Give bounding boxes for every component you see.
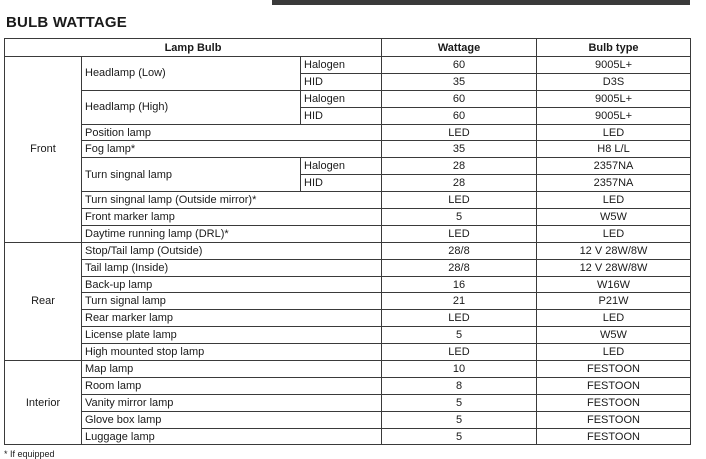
table-row [5, 158, 691, 175]
bulb-type-cell: W5W [537, 209, 691, 226]
lamp-sub-type: Halogen [301, 57, 382, 74]
lamp-sub-type: HID [301, 107, 382, 124]
table-row [5, 276, 691, 293]
table-row [5, 57, 691, 74]
wattage-cell: LED [382, 192, 537, 209]
wattage-cell: 10 [382, 361, 537, 378]
group-front: Front [5, 57, 82, 243]
wattage-cell: 60 [382, 57, 537, 74]
table-row [5, 259, 691, 276]
bulb-type-cell: D3S [537, 73, 691, 90]
bulb-type-cell: FESTOON [537, 377, 691, 394]
wattage-cell: 5 [382, 209, 537, 226]
wattage-cell: 28 [382, 175, 537, 192]
wattage-cell: 28/8 [382, 259, 537, 276]
group-rear: Rear [5, 242, 82, 360]
bulb-type-cell: LED [537, 192, 691, 209]
wattage-cell: 5 [382, 428, 537, 445]
wattage-cell: 5 [382, 394, 537, 411]
table-row [5, 225, 691, 242]
bulb-type-cell: 2357NA [537, 158, 691, 175]
bulb-type-cell: H8 L/L [537, 141, 691, 158]
lamp-name: Glove box lamp [82, 411, 382, 428]
table-row [5, 90, 691, 107]
table-row [5, 209, 691, 226]
table-row [5, 141, 691, 158]
table-row [5, 411, 691, 428]
lamp-sub-type: Halogen [301, 90, 382, 107]
footnote: * If equipped [4, 449, 55, 459]
wattage-cell: LED [382, 344, 537, 361]
lamp-name: Turn signal lamp [82, 293, 382, 310]
bulb-type-cell: P21W [537, 293, 691, 310]
wattage-cell: 5 [382, 327, 537, 344]
bulb-type-cell: FESTOON [537, 394, 691, 411]
wattage-cell: 8 [382, 377, 537, 394]
lamp-name: Tail lamp (Inside) [82, 259, 382, 276]
lamp-name: High mounted stop lamp [82, 344, 382, 361]
lamp-sub-type: HID [301, 175, 382, 192]
wattage-cell: LED [382, 225, 537, 242]
lamp-name: Turn singnal lamp [82, 158, 301, 192]
lamp-name: Turn singnal lamp (Outside mirror)* [82, 192, 382, 209]
table-row [5, 242, 691, 259]
bulb-type-cell: FESTOON [537, 361, 691, 378]
bulb-type-cell: LED [537, 344, 691, 361]
lamp-name: Position lamp [82, 124, 382, 141]
table-row [5, 428, 691, 445]
lamp-name: Headlamp (Low) [82, 57, 301, 91]
table-header-row [5, 39, 691, 57]
wattage-cell: 5 [382, 411, 537, 428]
wattage-cell: LED [382, 124, 537, 141]
lamp-name: Headlamp (High) [82, 90, 301, 124]
bulb-type-cell: 12 V 28W/8W [537, 242, 691, 259]
lamp-name: Back-up lamp [82, 276, 382, 293]
table-row [5, 192, 691, 209]
bulb-type-cell: 9005L+ [537, 90, 691, 107]
table-row [5, 361, 691, 378]
lamp-name: Room lamp [82, 377, 382, 394]
wattage-cell: 35 [382, 141, 537, 158]
lamp-name: Front marker lamp [82, 209, 382, 226]
lamp-name: Vanity mirror lamp [82, 394, 382, 411]
wattage-cell: 28/8 [382, 242, 537, 259]
wattage-cell: LED [382, 310, 537, 327]
wattage-cell: 60 [382, 90, 537, 107]
table-row [5, 124, 691, 141]
bulb-type-cell: LED [537, 225, 691, 242]
bulb-type-cell: 9005L+ [537, 107, 691, 124]
wattage-cell: 35 [382, 73, 537, 90]
wattage-cell: 60 [382, 107, 537, 124]
wattage-cell: 16 [382, 276, 537, 293]
table-row [5, 327, 691, 344]
header-wattage: Wattage [382, 39, 537, 57]
lamp-name: Rear marker lamp [82, 310, 382, 327]
table-row [5, 377, 691, 394]
lamp-sub-type: Halogen [301, 158, 382, 175]
bulb-type-cell: W16W [537, 276, 691, 293]
title-bar-decoration [272, 0, 690, 5]
bulb-type-cell: LED [537, 310, 691, 327]
lamp-name: Fog lamp* [82, 141, 382, 158]
lamp-name: Daytime running lamp (DRL)* [82, 225, 382, 242]
bulb-type-cell: 9005L+ [537, 57, 691, 74]
lamp-name: Map lamp [82, 361, 382, 378]
lamp-sub-type: HID [301, 73, 382, 90]
bulb-type-cell: FESTOON [537, 428, 691, 445]
table-row [5, 293, 691, 310]
table-row [5, 394, 691, 411]
wattage-cell: 21 [382, 293, 537, 310]
lamp-name: License plate lamp [82, 327, 382, 344]
lamp-name: Luggage lamp [82, 428, 382, 445]
header-bulb-type: Bulb type [537, 39, 691, 57]
page-title: BULB WATTAGE [6, 14, 127, 31]
bulb-type-cell: 12 V 28W/8W [537, 259, 691, 276]
wattage-cell: 28 [382, 158, 537, 175]
header-lamp-bulb: Lamp Bulb [5, 39, 382, 57]
table-row [5, 310, 691, 327]
bulb-wattage-table [4, 38, 691, 445]
bulb-type-cell: LED [537, 124, 691, 141]
lamp-name: Stop/Tail lamp (Outside) [82, 242, 382, 259]
bulb-type-cell: W5W [537, 327, 691, 344]
bulb-type-cell: 2357NA [537, 175, 691, 192]
group-interior: Interior [5, 361, 82, 445]
bulb-type-cell: FESTOON [537, 411, 691, 428]
table-row [5, 344, 691, 361]
